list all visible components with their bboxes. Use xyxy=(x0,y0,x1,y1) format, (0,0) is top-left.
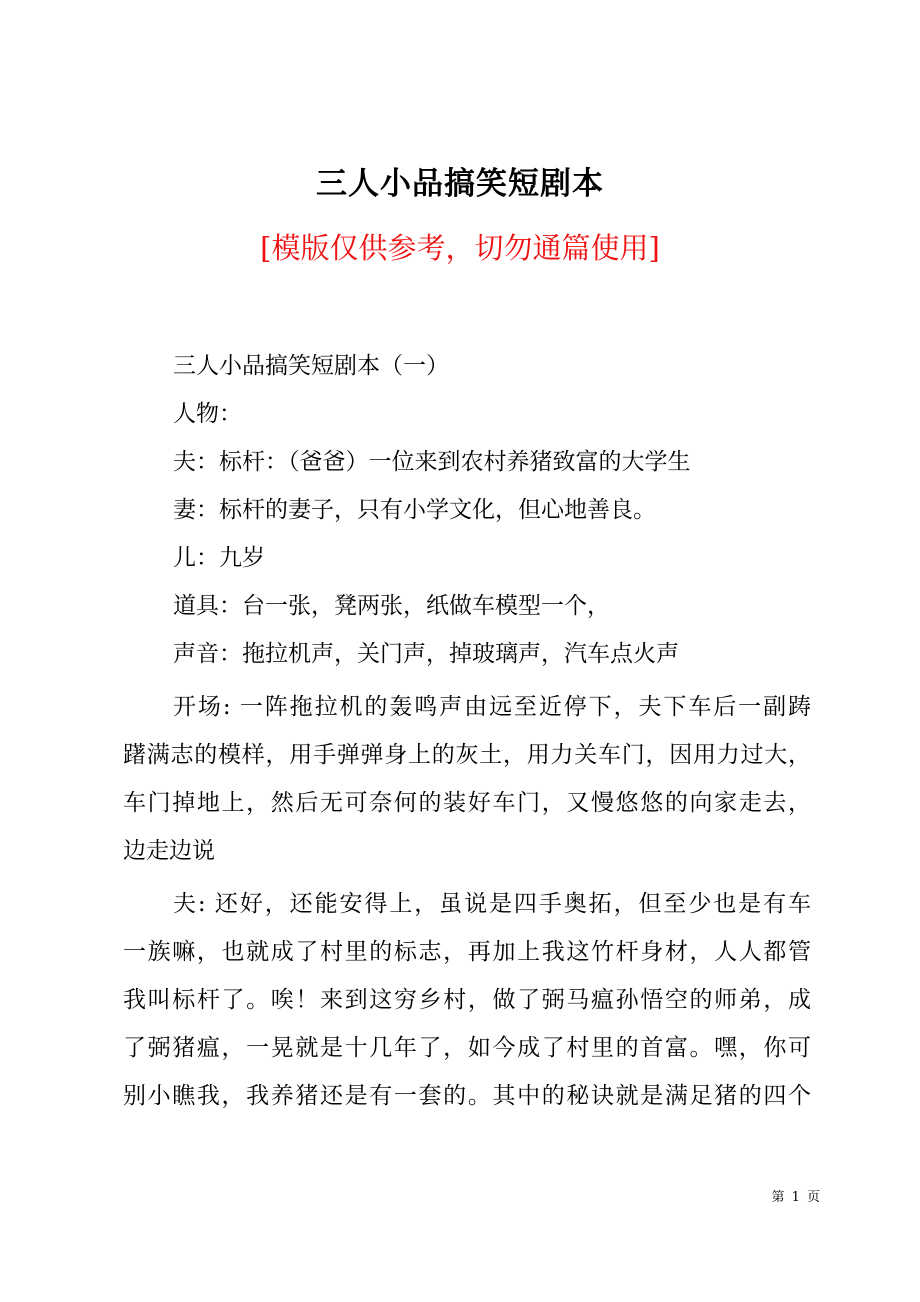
character-son: 儿：九岁 xyxy=(173,545,265,571)
opening-paragraph-line: 车门掉地上，然后无可奈何的装好车门，又慢悠悠的向家走去， xyxy=(123,790,811,816)
document-title: 三人小品搞笑短剧本 xyxy=(316,166,604,202)
opening-paragraph-line: 边走边说 xyxy=(123,838,215,864)
page-number: 第 1 页 xyxy=(771,1190,820,1205)
characters-label: 人物： xyxy=(173,401,242,427)
husband-speech-line: 别小瞧我，我养猪还是有一套的。其中的秘诀就是满足猪的四个 xyxy=(123,1083,811,1109)
husband-speech-line: 一族嘛，也就成了村里的标志，再加上我这竹杆身材，人人都管 xyxy=(123,939,811,965)
husband-speech-line: 了弼猪瘟，一晃就是十几年了，如今成了村里的首富。嘿，你可 xyxy=(123,1035,811,1061)
husband-speech-line: 夫: 还好，还能安得上，虽说是四手奥拓，但至少也是有车 xyxy=(173,891,811,917)
husband-speech-line: 我叫标杆了。唉！来到这穷乡村，做了弼马瘟孙悟空的师弟，成 xyxy=(123,987,811,1013)
opening-paragraph-line: 躇满志的模样，用手弹弹身上的灰土，用力关车门，因用力过大， xyxy=(123,742,811,768)
document-body xyxy=(123,342,813,1120)
script-heading: 三人小品搞笑短剧本（一） xyxy=(173,353,449,379)
props-line: 道具：台一张，凳两张，纸做车模型一个， xyxy=(173,593,610,619)
character-wife: 妻：标杆的妻子，只有小学文化，但心地善良。 xyxy=(173,497,656,523)
sounds-line: 声音：拖拉机声，关门声，掉玻璃声，汽车点火声 xyxy=(173,641,679,667)
opening-paragraph-line: 开场: 一阵拖拉机的轰鸣声由远至近停下，夫下车后一副踌 xyxy=(173,694,811,720)
character-husband: 夫：标杆：（爸爸）一位来到农村养猪致富的大学生 xyxy=(173,449,691,475)
document-subtitle: [模版仅供参考，切勿通篇使用] xyxy=(260,231,660,265)
